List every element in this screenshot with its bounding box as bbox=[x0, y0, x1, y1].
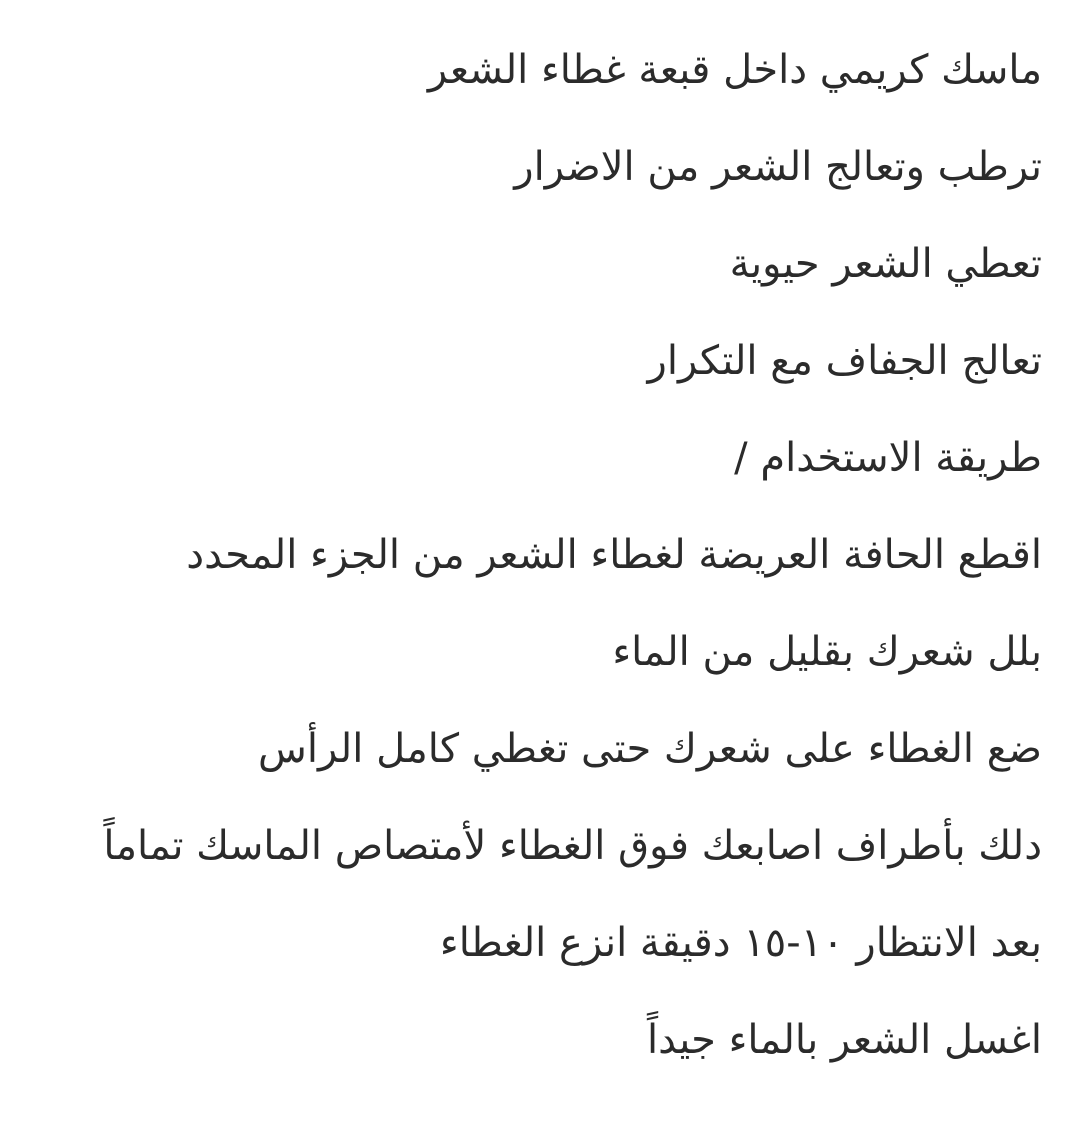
text-line-step-cut-edge: اقطع الحافة العريضة لغطاء الشعر من الجزء المحدد bbox=[186, 532, 1042, 578]
text-line-step-wash-hair: اغسل الشعر بالماء جيداً bbox=[646, 1017, 1042, 1063]
text-line-step-place-cap: ضع الغطاء على شعرك حتى تغطي كامل الرأس bbox=[258, 726, 1042, 772]
text-line-step-massage: دلك بأطراف اصابعك فوق الغطاء لأمتصاص الماسك تماماً bbox=[103, 823, 1042, 869]
text-line-vitality-benefit: تعطي الشعر حيوية bbox=[729, 241, 1042, 287]
text-line-step-wet-hair: بلل شعرك بقليل من الماء bbox=[612, 629, 1042, 675]
text-line-dryness-benefit: تعالج الجفاف مع التكرار bbox=[647, 338, 1042, 384]
text-line-step-wait-remove: بعد الانتظار ١٠-١٥ دقيقة انزع الغطاء bbox=[439, 920, 1042, 966]
text-line-mask-type: ماسك كريمي داخل قبعة غطاء الشعر bbox=[427, 47, 1042, 93]
text-line-moisturize-benefit: ترطب وتعالج الشعر من الاضرار bbox=[514, 144, 1042, 190]
text-line-usage-heading: طريقة الاستخدام / bbox=[734, 435, 1042, 481]
